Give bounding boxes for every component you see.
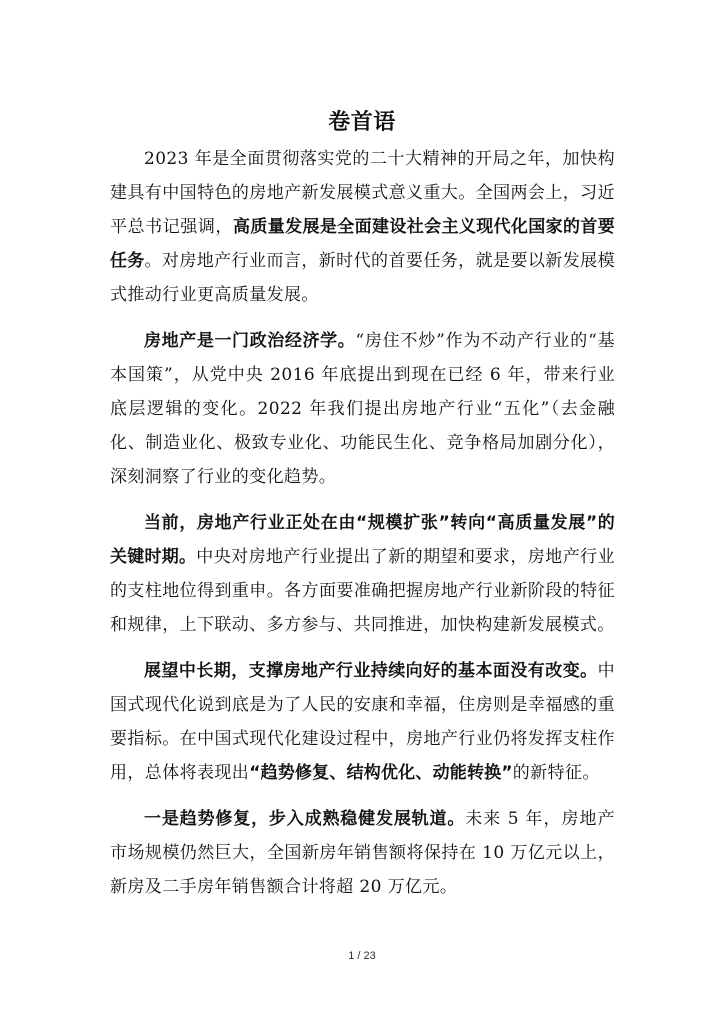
paragraph-1-text-2: 。对房地产行业而言，新时代的首要任务，就是要以新发展模式推动行业更高质量发展。 [110, 251, 615, 305]
paragraph-4-text-2: 的新特征。 [512, 763, 600, 783]
paragraph-4 [110, 654, 615, 790]
paragraph-5-text: 未来 5 年，房地产市场规模仍然巨大，全国新房年销售额将保持在 10 万亿元以上，新房及二手房年销售额合计将超 20 万亿元。 [110, 809, 616, 897]
paragraph-3-emphasis: 当前，房地产行业正处在由“规模扩张”转向“高质量发展”的关键时期。 [110, 513, 615, 567]
paragraph-3 [110, 506, 615, 642]
page-number: 1 / 23 [348, 950, 376, 962]
paragraph-4-text-1: 中国式现代化说到底是为了人民的安康和幸福，住房则是幸福感的重要指标。在中国式现代化建设过程中，房地产行业仍将发挥支柱作用，总体将表现出 [110, 661, 615, 783]
document-title: 卷首语 [328, 109, 396, 135]
paragraph-1-text-1: 2023 年是全面贯彻落实党的二十大精神的开局之年，加快构建具有中国特色的房地产新发展模式意义重大。全国两会上，习近平总书记强调， [110, 149, 615, 237]
paragraph-3-text: 中央对房地产行业提出了新的期望和要求，房地产行业的支柱地位得到重申。各方面要准确把握房地产行业新阶段的特征和规律，上下联动、多方参与、共同推进，加快构建新发展模式。 [110, 547, 615, 635]
paragraph-5 [110, 802, 615, 904]
paragraph-2-text: “房住不炒”作为不动产行业的“基本国策”，从党中央 2016 年底提出到现在已经 6 年，带来行业底层逻辑的变化。2022 年我们提出房地产行业“五化”（去金融化、制造业化、极致专业化、功能民生化、竞争格局加剧分化），深刻洞察了行业的变化趋势。 [110, 331, 615, 487]
document-body [110, 142, 615, 904]
paragraph-1-emphasis: 高质量发展是全面建设社会主义现代化国家的首要任务 [110, 217, 615, 271]
paragraph-5-emphasis: 一是趋势修复，步入成熟稳健发展轨道。 [144, 809, 466, 829]
paragraph-4-emphasis-2: “趋势修复、结构优化、动能转换” [249, 763, 513, 783]
paragraph-1 [110, 142, 615, 312]
paragraph-2 [110, 324, 615, 494]
paragraph-2-emphasis: 房地产是一门政治经济学。 [144, 331, 356, 351]
paragraph-4-emphasis-1: 展望中长期，支撑房地产行业持续向好的基本面没有改变。 [144, 661, 598, 681]
